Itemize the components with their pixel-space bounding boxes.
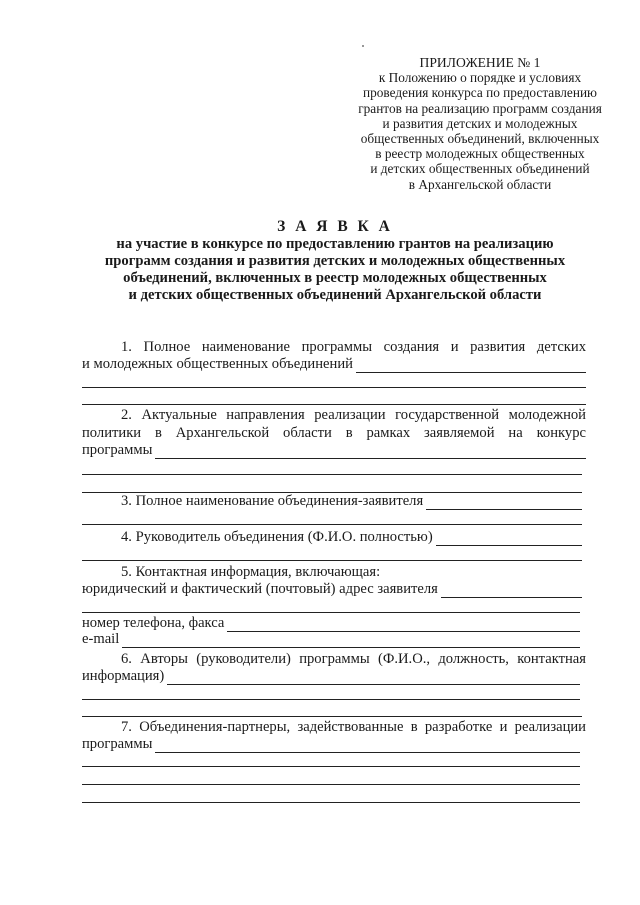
appendix-line: проведения конкурса по предоставлению — [363, 85, 597, 101]
form-subtitle-line: программ создания и развития детских и молодежных общественных — [104, 253, 566, 269]
appendix-line: и развития детских и молодежных — [382, 115, 578, 131]
item7-input-line[interactable] — [82, 766, 580, 767]
form-subtitle-line: объединений, включенных в реестр молодежных общественных — [123, 270, 547, 286]
item6-field[interactable] — [82, 668, 580, 685]
item2-label-line2: политики в Архангельской области в рамках заявляемой на конкурс — [82, 425, 586, 441]
item2-label-line3: программы — [82, 442, 153, 458]
scan-speck — [362, 45, 364, 47]
item5-address-input-line[interactable] — [441, 583, 582, 598]
item7-input-line[interactable] — [82, 784, 580, 785]
item2-field[interactable] — [82, 442, 586, 459]
appendix-line: в Архангельской области — [408, 176, 552, 192]
appendix-line: и детских общественных объединений — [370, 161, 590, 177]
item7-input-line[interactable] — [155, 738, 580, 753]
item5-address-field[interactable] — [82, 581, 582, 598]
appendix-line: грантов на реализацию программ создания — [358, 100, 602, 116]
item7-label-line1: 7. Объединения-партнеры, задействованные в разработке и реализации — [121, 719, 586, 735]
item4-field[interactable] — [121, 529, 582, 546]
item1-input-line[interactable] — [82, 387, 586, 388]
item3-input-line[interactable] — [82, 524, 582, 525]
item4-label: 4. Руководитель объединения (Ф.И.О. полностью) — [121, 529, 433, 545]
item4-input-line[interactable] — [436, 531, 582, 546]
item3-label: 3. Полное наименование объединения-заявителя — [121, 493, 424, 509]
item5-phone-field[interactable] — [82, 615, 580, 632]
item5-phone-input-line[interactable] — [227, 617, 580, 632]
item5-email-input-line[interactable] — [122, 633, 580, 648]
appendix-title: ПРИЛОЖЕНИЕ № 1 — [419, 55, 541, 70]
item2-label-line1: 2. Актуальные направления реализации государственной молодежной — [121, 407, 586, 423]
item1-input-line[interactable] — [82, 404, 586, 405]
form-heading: З А Я В К А — [277, 218, 393, 235]
item6-input-line[interactable] — [82, 716, 582, 717]
item5-email-label: e-mail — [82, 631, 120, 647]
item4-input-line[interactable] — [82, 560, 582, 561]
item1-label-line1: 1. Полное наименование программы создания и развития детских — [121, 339, 586, 355]
appendix-line: к Положению о порядке и условиях — [378, 70, 582, 86]
item2-input-line[interactable] — [82, 474, 582, 475]
item7-label-line2: программы — [82, 736, 153, 752]
appendix-line: общественных объединений, включенных — [360, 131, 600, 147]
appendix-line: в реестр молодежных общественных — [375, 146, 585, 162]
item6-input-line[interactable] — [82, 699, 580, 700]
item1-field[interactable] — [82, 356, 586, 373]
item5-address-input-line[interactable] — [82, 612, 580, 613]
item6-label-line1: 6. Авторы (руководители) программы (Ф.И.О., должность, контактная — [121, 651, 586, 667]
appendix-header — [336, 55, 624, 192]
item7-field[interactable] — [82, 736, 580, 753]
item2-input-line[interactable] — [155, 444, 586, 459]
item5-phone-label: номер телефона, факса — [82, 615, 225, 631]
form-subtitle-line: на участие в конкурсе по предоставлению грантов на реализацию — [116, 236, 554, 252]
item3-input-line[interactable] — [426, 495, 582, 510]
item5-email-field[interactable] — [82, 631, 580, 648]
item5-address-label: юридический и фактический (почтовый) адрес заявителя — [82, 581, 438, 597]
item7-input-line[interactable] — [82, 802, 580, 803]
item1-label-line2: и молодежных общественных объединений — [82, 356, 353, 372]
item1-input-line[interactable] — [356, 358, 586, 373]
item3-field[interactable] — [121, 493, 582, 510]
form-title — [70, 218, 600, 304]
item6-input-line[interactable] — [167, 670, 580, 685]
item5-heading: 5. Контактная информация, включающая: — [121, 564, 381, 580]
form-subtitle-line: и детских общественных объединений Архангельской области — [128, 287, 542, 303]
item6-label-line2: информация) — [82, 668, 165, 684]
